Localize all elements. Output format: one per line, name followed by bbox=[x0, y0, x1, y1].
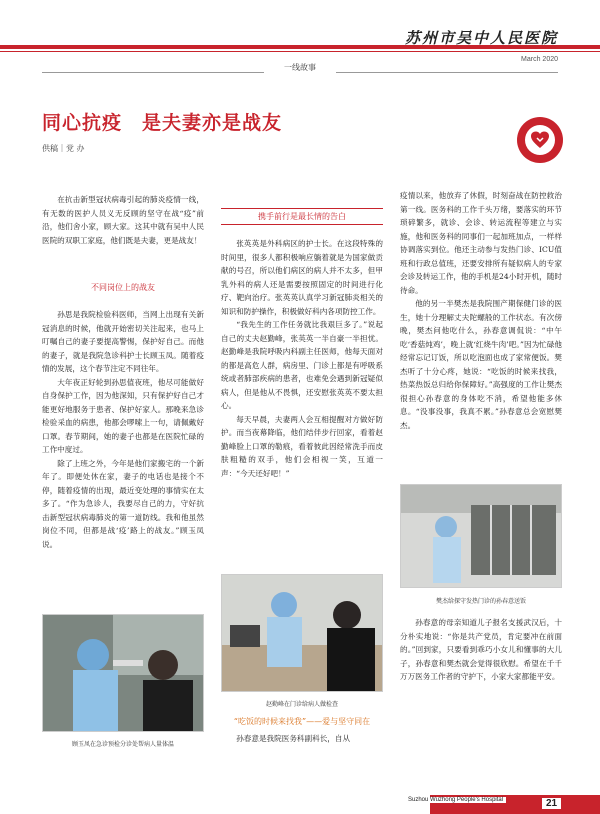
photo-delivering-meal bbox=[400, 484, 562, 588]
page-number: 21 bbox=[542, 798, 561, 809]
subhead-hand-in-hand: 携手前行是最长情的告白 bbox=[258, 212, 346, 221]
article-column-2 bbox=[221, 237, 383, 480]
photo-caption-3: 樊杰给探守发热门诊的孙春意送饭 bbox=[435, 598, 526, 605]
header-rule-thin bbox=[0, 51, 600, 52]
paragraph: 每天早晨，夫妻两人会互相提醒对方做好防护。而当夜幕降临，他们结伴步行回家，看着赵勤峰脸上口罩的勒痕，看着彼此因经常洗手而皮肤粗糙的双手，他们会相视一笑，互道一声：“今天还好吧！” bbox=[221, 414, 383, 478]
section-label: 一线故事 bbox=[284, 63, 316, 72]
photo-caption-1: 顾玉凤在急诊预检分诊处帮病人量体温 bbox=[71, 741, 174, 748]
hospital-name: 苏州市吴中人民医院 bbox=[404, 29, 558, 47]
article-column-1 bbox=[42, 193, 204, 247]
article-column-3 bbox=[400, 189, 562, 432]
footer-publication: Suzhou Wuzhong People's Hospital bbox=[405, 797, 506, 803]
photo-outpatient-exam bbox=[221, 574, 383, 692]
subhead-come-find-me: “吃饭的时候来找我”——爱与坚守同在 bbox=[233, 717, 371, 726]
article-title: 同心抗疫 是夫妻亦是战友 bbox=[42, 112, 283, 134]
paragraph: “我先生的工作任务就比我艰巨多了。”说起自己的丈夫赵勤峰，张英英一半自豪一半担忧。赵勤峰是我院呼吸内科副主任医师，他每天面对的都是高危人群，病房里、门诊上都是有呼吸系统或者肺部疾病的患者，也难免会遇到新冠疑似病人，但是他从不畏惧，还安慰张英英不要太担心。 bbox=[221, 320, 383, 410]
article-column-3-continued bbox=[400, 616, 562, 684]
subhead-different-posts: 不同岗位上的战友 bbox=[91, 283, 155, 292]
paragraph: 大年夜正好轮到孙思值夜班，他尽可能做好自身保护工作，因为他深知，只有保护好自己才能更好地服务于患者、保护好家人。那晚来急诊检验采血的病患，他都会啰嗦上一句，请佩戴好口罩。春节期间，她的妻子也都是在医院忙碌的工作中度过。 bbox=[42, 377, 204, 454]
section-divider-right bbox=[336, 72, 558, 73]
issue-date: March 2020 bbox=[521, 56, 558, 63]
heart-hands-icon bbox=[525, 125, 555, 155]
paragraph: 他的另一半樊杰是我院围产期保健门诊的医生，她十分理解丈夫陀螺般的工作状态。有次傍晚，樊杰问他吃什么，孙春意调侃说：“中午吃‘香菇炖鸡’，晚上就‘红烧牛肉’吧。”因为忙碌他经常忘记订饭，所以吃泡面也成了家常便饭。樊杰听了十分心疼，她说：“吃饭的时候来找我，热菜热饭总归给你保障好。”高强度的工作让樊杰很担心孙春意的身体吃不消，希望他能多休息。“没事没事，我真不累。”孙春意总会宽慰樊杰。 bbox=[400, 299, 562, 430]
article-column-1-body bbox=[42, 308, 204, 551]
paragraph: 孙春意是我院医务科副科长，自从 bbox=[236, 734, 351, 743]
paragraph: 孙春意的母亲知道儿子报名支援武汉后，十分朴实地说：“你是共产党员，肯定要冲在前面的。”回到家，只要看到乖巧小女儿和懂事的大儿子，孙春意和樊杰就会觉得很欣慰。希望在千千万万医务工作者的守护下，小家大家都能平安。 bbox=[400, 618, 562, 681]
paragraph: 除了上班之外，今年是他们家搬宅的一个新年了。即便处休在家，妻子的电话也是接个不停，随着疫情的出现，最近变处理的事情实在太多了。“作为急诊人，我要尽自己的力，守好抗击新型冠状病毒肺炎的第一道防线。我和他虽然岗位不同，但都是战‘疫’路上的战友。”顾玉凤说。 bbox=[42, 458, 204, 549]
article-column-2-continued bbox=[221, 732, 383, 746]
paragraph: 疫情以来，他放弃了休假，时刻奋战在防控救治第一线。医务科的工作千头万绪，要落实的环节琐碎繁多，就诊、会诊、转运流程等建立与实施，他和医务科的同事们一起加班加点，一样样协调落实到位。他还主动参与发热门诊、ICU值班和行政总值班，还要安排所有疑似病人的专家会诊及转运工作，他的手机是24小时开机，随时待命。 bbox=[400, 191, 562, 295]
photo-temperature-check bbox=[42, 614, 204, 732]
paragraph: 张英英是外科病区的护士长。在这段特殊的时间里，很多人都积极响应躺着就是为国家做贡献的号召，所以他们病区的病人并不太多，但甲乳外科的病人还是需要按照固定的时间进行化疗、靶向治疗。张英英认真学习新冠肺炎相关的知识和防护操作，积极做好科内各项防控工作。 bbox=[221, 239, 383, 316]
photo-caption-2: 赵勤峰在门诊给病人做检查 bbox=[265, 701, 338, 708]
article-byline: 供稿｜党 办 bbox=[42, 144, 85, 153]
paragraph: 孙思是我院检验科医师，当网上出现有关新冠消息的时候，他就开始密切关注起来，也马上叮嘱自己的妻子要提高警惕，保护好自己。而他的妻子，就是我院急诊科护士长顾玉凤。随着疫情的发展，这个春节注定不同往年。 bbox=[42, 310, 204, 373]
intro-paragraph: 在抗击新型冠状病毒引起的肺炎疫情一线，有无数的医护人员义无反顾的坚守在战“疫”前沿，他们舍小家，顾大家。这其中就有吴中人民医院的双职工家庭，他们既是夫妻，更是战友！ bbox=[42, 195, 204, 245]
